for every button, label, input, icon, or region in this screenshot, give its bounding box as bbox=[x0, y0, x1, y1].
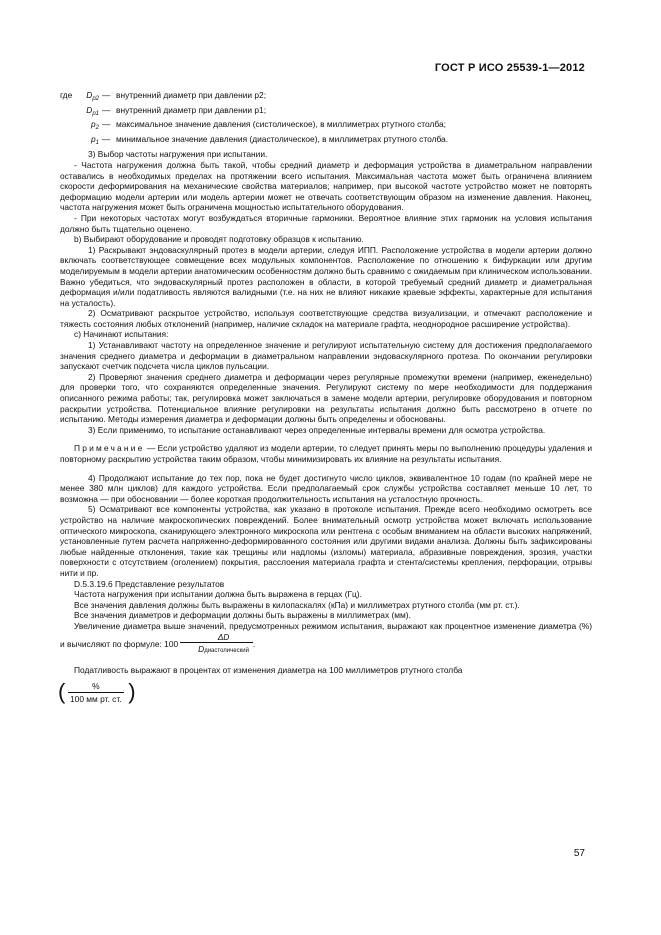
paragraph: 2) Осматривают раскрытое устройство, используя соответствующие средства визуализации, и отмечают расположение и тяжесть состояния любых отклонений (например, наличие складок на материале графта, неоднородное расширение устройства). bbox=[60, 308, 592, 329]
paragraph: Податливость выражают в процентах от изменения диаметра на 100 миллиметров ртутного столба bbox=[74, 664, 463, 675]
definition-symbol bbox=[74, 134, 102, 149]
symbol-base: D bbox=[86, 104, 93, 115]
definitions-lead bbox=[60, 134, 74, 149]
definition-dash: — bbox=[102, 104, 111, 115]
definitions-lead bbox=[60, 119, 74, 134]
definitions-lead: где bbox=[60, 90, 73, 100]
page-number: 57 bbox=[573, 848, 585, 859]
formula-denominator bbox=[180, 642, 253, 657]
paragraph: 3) Если применимо, то испытание останавливают через определенные интервалы времени для осмотра устройства. bbox=[88, 424, 546, 435]
paragraph: 1) Устанавливают частоту на определенное значение и регулируют испытательную систему для достижения предполагаемого значения среднего диаметра и деформации в диаметральном направлении эндоваскулярного протеза. По окончании регулировки запускают счетчик подсчета числа циклов пульсации. bbox=[60, 340, 592, 372]
definitions-list bbox=[60, 90, 592, 148]
definitions-lead bbox=[60, 105, 74, 120]
symbol-base: p bbox=[90, 133, 96, 144]
right-paren: ) bbox=[128, 679, 136, 705]
diameter-change-formula bbox=[180, 631, 256, 657]
paragraph: Частота нагружения при испытании должна быть выражена в герцах (Гц). bbox=[74, 589, 362, 600]
note-text: — Если устройство удаляют из модели артерии, то следует принять меры по выполнению процедуры удаления и повторному раскрытию устройства таким образом, чтобы минимизировать их влияние на результаты испытания. bbox=[60, 443, 592, 464]
definition-text: внутренний диаметр при давлении p1; bbox=[116, 104, 267, 115]
definition-symbol bbox=[74, 90, 102, 105]
unit-denominator: 100 мм рт. ст. bbox=[70, 693, 122, 704]
formula-tail: . bbox=[252, 638, 256, 649]
unit-numerator: % bbox=[92, 681, 100, 692]
symbol-subscript: 1 bbox=[95, 139, 99, 146]
body-text bbox=[60, 90, 592, 704]
symbol-subscript: 2 bbox=[95, 125, 99, 132]
paragraph: 2) Проверяют значения среднего диаметра и деформации через регулярные промежутки времени (например, еженедельно) для проверки того, что сохраняются определенные значения. Регулируют систему по мере необходимости для поддержания описанного режима работы; так, регулировка может заключаться в замене модели артерии, регулировке оборудования и повторном раскрытии устройства. Потенциальное влияние регулировки на результаты испытания должно быть рассмотрено в отчете по испытанию. Методы измерения диаметра и деформации должны быть определены и обоснованы. bbox=[60, 371, 592, 425]
formula-lead: Увеличение диаметра выше значений, предусмотренных режимом испытания, выражают как процентное изменение диаметра (%) и вычисляют по формуле: 100 bbox=[60, 620, 592, 649]
paragraph: - При некоторых частотах могут возбуждаться вторичные гармоники. Вероятное влияние этих гармоник на условия испытания должно быть тщательно оценено. bbox=[60, 212, 592, 234]
paragraph bbox=[60, 621, 592, 657]
standard-designation: ГОСТ Р ИСО 25539-1—2012 bbox=[434, 62, 585, 74]
paragraph: Все значения диаметров и деформации должны быть выражены в миллиметрах (мм). bbox=[74, 610, 411, 621]
note-label: Примечание bbox=[74, 443, 145, 454]
definition-text: максимальное значение давления (систолическое), в миллиметрах ртутного столба; bbox=[116, 119, 446, 130]
paragraph: c) Начинают испытания: bbox=[74, 329, 169, 340]
compliance-unit-fraction bbox=[58, 679, 136, 705]
symbol-base: D bbox=[86, 90, 93, 100]
section-heading: D.5.3.19.6 Представление результатов bbox=[74, 578, 225, 589]
symbol-subscript: p1 bbox=[92, 110, 99, 117]
definition-dash: — bbox=[102, 119, 111, 130]
left-paren: ( bbox=[58, 679, 66, 705]
paragraph: 3) Выбор частоты нагружения при испытании. bbox=[88, 149, 268, 160]
paragraph: 1) Раскрывают эндоваскулярный протез в модели артерии, следуя ИПП. Расположение устройства в модели артерии должно включать соответствующее совмещение всех модульных компонентов. Расположение по отношению к бифуркации или другим моделируемым в модели артерии анатомическим особенностям должно быть сравнимо с ожидаемым при клиническом использовании. Важно убедиться, что эндоваскулярный протез расположен в области, в которой требуемый средний диаметр и диаметральная деформация и/или податливость являются валидными (т.е. на них не влияют никакие краевые эффекты, характерные для испытания на усталость). bbox=[60, 244, 592, 308]
formula-den-symbol: D bbox=[198, 644, 205, 655]
note bbox=[60, 443, 592, 464]
paragraph: b) Выбирают оборудование и проводят подготовку образцов к испытанию. bbox=[74, 234, 364, 245]
definition-text: внутренний диаметр при давлении p2; bbox=[116, 90, 267, 100]
symbol-base: p bbox=[90, 119, 96, 130]
formula-den-subscript: диастолический bbox=[204, 648, 249, 655]
definition-symbol bbox=[74, 119, 102, 134]
paragraph: Все значения давления должны быть выражены в килопаскалях (кПа) и миллиметрах ртутного столба (мм рт. ст.). bbox=[74, 599, 520, 610]
definition-symbol bbox=[74, 105, 102, 120]
definition-text: минимальное значение давления (диастолическое), в миллиметрах ртутного столба. bbox=[116, 133, 449, 144]
symbol-subscript: p2 bbox=[92, 96, 99, 102]
definition-dash: — bbox=[102, 133, 111, 144]
definition-dash: — bbox=[102, 90, 111, 100]
paragraph: - Частота нагружения должна быть такой, чтобы средний диаметр и деформация устройства в диаметральном направлении оставались в необходимых пределах на протяжении всего испытания. Максимальная частота может быть ограничена влиянием скорости деформирования на механические свойства материалов; например, при высокой частоте устройство может не повторять деформацию модели артерии или модель артерии может не отвечать соответствующим образом на изменение давления. Наконец, частота нагружения может быть ограничена мощностью испытательного оборудования. bbox=[60, 159, 592, 213]
paragraph: 5) Осматривают все компоненты устройства, как указано в протоколе испытания. Прежде всего необходимо осмотреть все устройство на наличие макроскопических повреждений. Более внимательный осмотр устройства может включать использование оптического микроскопа, сканирующего электронного микроскопа или рентгена с особым вниманием на области высоких напряжений, установленные путем расчета напряженно-деформированного состояния или другими видами анализа. Должны быть зафиксированы любые найденные отклонения, такие как трещины или надломы (изломы) материала, абразивные повреждения, эрозия, участки поверхности с отсутствием (оголением) покрытия, расслоения материала графта и стента/системы крепления, перфорации, отрывы нити и пр. bbox=[60, 504, 592, 578]
formula-numerator: ΔD bbox=[217, 631, 230, 642]
paragraph: 4) Продолжают испытание до тех пор, пока не будет достигнуто число циклов, эквивалентное 10 годам (по крайней мере не менее 380 млн циклов) для каждого устройства. Если предполагаемый срок службы устройства составляет меньше 10 лет, то возможна — при обосновании — более короткая продолжительность испытания на усталостную прочность. bbox=[60, 472, 592, 504]
